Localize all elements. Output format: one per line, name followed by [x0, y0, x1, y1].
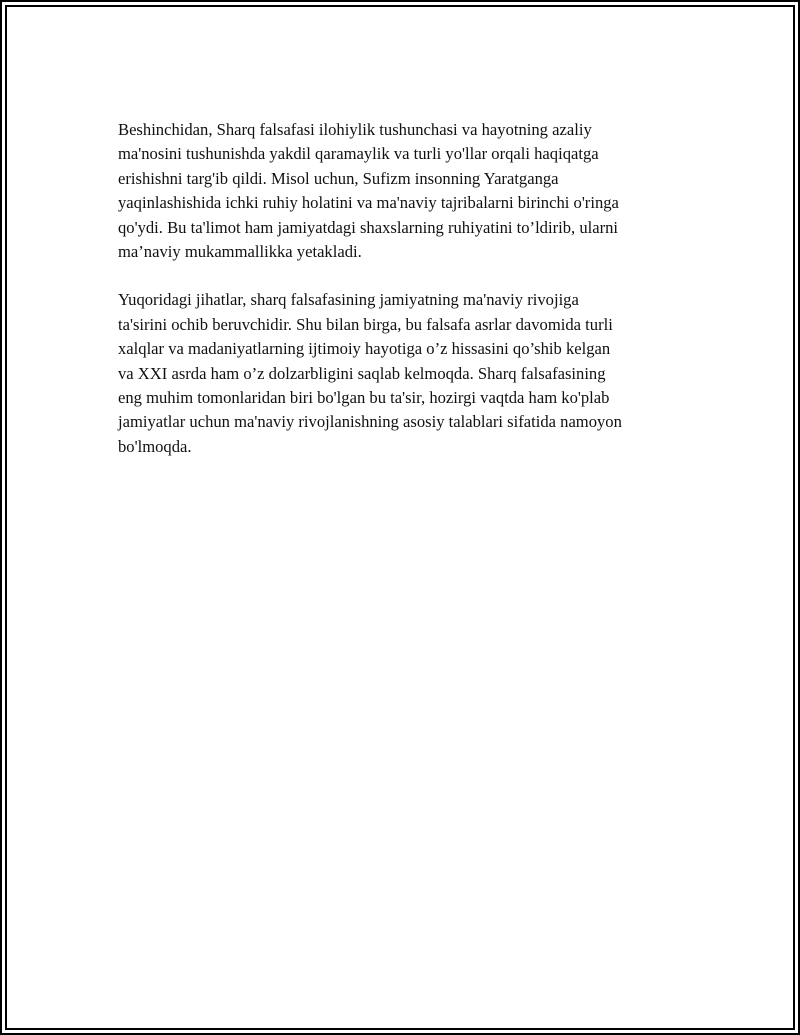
paragraph-line: ma’naviy mukammallikka yetakladi. — [118, 242, 362, 262]
paragraph-line: ma'nosini tushunishda yakdil qaramaylik va turli yo'llar orqali haqiqatga — [118, 144, 599, 164]
paragraph-line: yaqinlashishida ichki ruhiy holatini va ma'naviy tajribalarni birinchi o'ringa — [118, 193, 619, 213]
document-body — [118, 118, 688, 483]
paragraph-1 — [118, 118, 688, 264]
paragraph-line: Yuqoridagi jihatlar, sharq falsafasining jamiyatning ma'naviy rivojiga — [118, 290, 579, 310]
paragraph-line: va XXI asrda ham o’z dolzarbligini saqlab kelmoqda. Sharq falsafasining — [118, 363, 606, 383]
paragraph-line: qo'ydi. Bu ta'limot ham jamiyatdagi shaxslarning ruhiyatini to’ldirib, ularni — [118, 217, 619, 237]
paragraph-line: jamiyatlar uchun ma'naviy rivojlanishning asosiy talablari sifatida namoyon — [118, 412, 622, 432]
paragraph-2 — [118, 288, 688, 459]
paragraph-line: xalqlar va madaniyatlarning ijtimoiy hayotiga o’z hissasini qo’shib kelgan — [118, 339, 611, 359]
paragraph-line: ta'sirini ochib beruvchidir. Shu bilan birga, bu falsafa asrlar davomida turli — [118, 314, 613, 334]
paragraph-line: bo'lmoqda. — [118, 436, 192, 456]
paragraph-line: erishishni targ'ib qildi. Misol uchun, Sufizm insonning Yaratganga — [118, 168, 559, 188]
paragraph-line: eng muhim tomonlaridan biri bo'lgan bu ta'sir, hozirgi vaqtda ham ko'plab — [118, 388, 610, 408]
paragraph-line: Beshinchidan, Sharq falsafasi ilohiylik tushunchasi va hayotning azaliy — [118, 120, 592, 139]
